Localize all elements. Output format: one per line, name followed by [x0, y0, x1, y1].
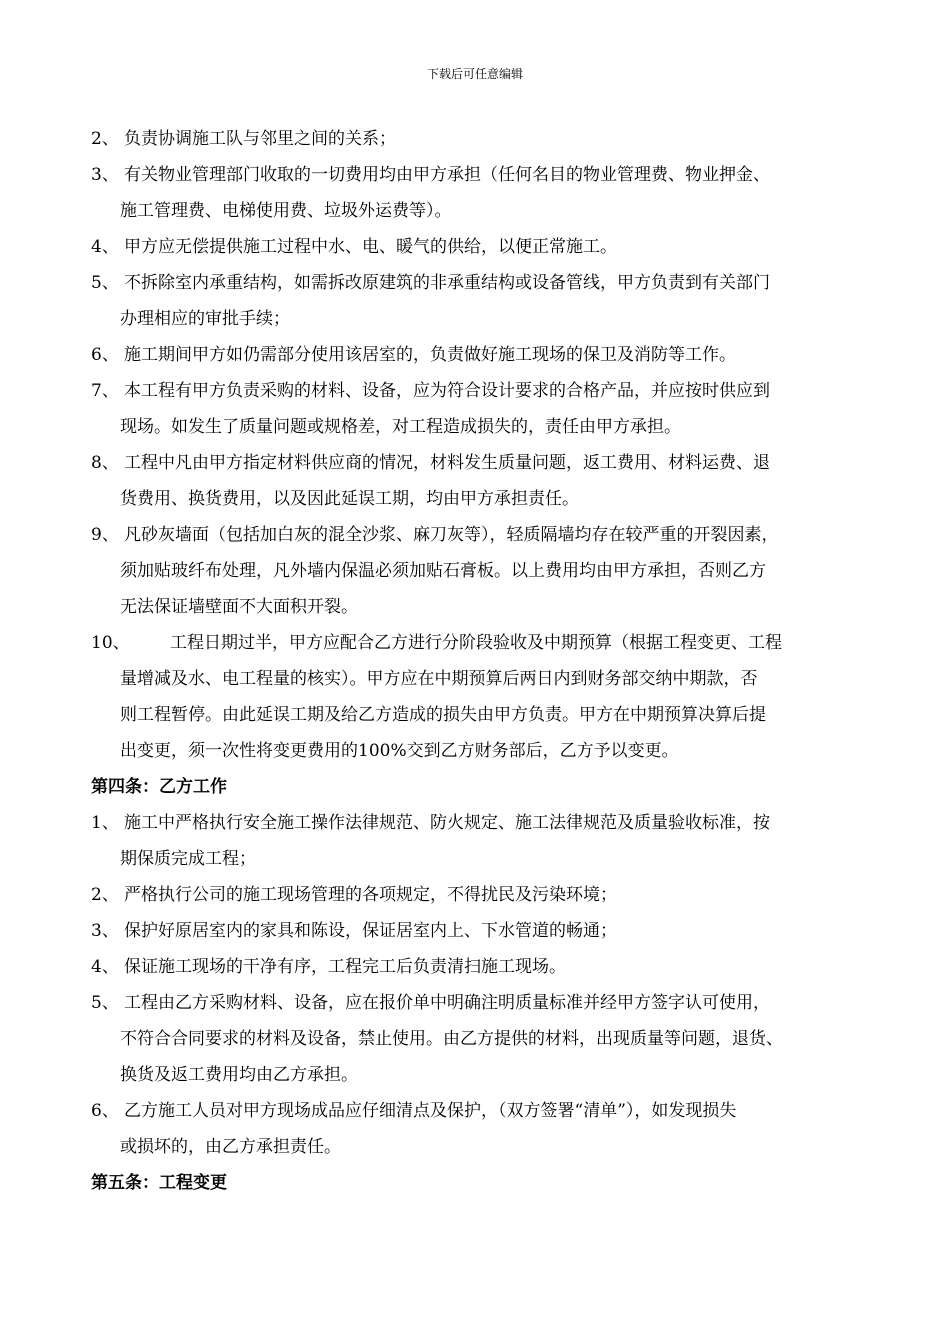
- list-item-line: [91, 337, 881, 373]
- list-item-line: [91, 841, 881, 877]
- list-item-number: 8、: [91, 453, 119, 473]
- list-item-line: [91, 229, 881, 265]
- list-item-text: 保护好原居室内的家具和陈设，保证居室内上、下水管道的畅通；: [124, 921, 617, 941]
- list-item-number: 3、: [91, 165, 119, 185]
- list-item-line: [91, 265, 881, 301]
- list-item-line: [91, 985, 881, 1021]
- list-item-text: 须加贴玻纤布处理，凡外墙内保温必须加贴石膏板。以上费用均由甲方承担，否则乙方: [120, 561, 766, 581]
- list-item-line: [91, 589, 881, 625]
- list-item-text: 不符合合同要求的材料及设备，禁止使用。由乙方提供的材料，出现质量等问题，退货、: [120, 1029, 783, 1049]
- list-item-number: 1、: [91, 813, 119, 833]
- list-item-number: 9、: [91, 525, 119, 545]
- list-item-text: 工程日期过半，甲方应配合乙方进行分阶段验收及中期预算（根据工程变更、工程: [170, 633, 782, 653]
- list-item-line: [91, 193, 881, 229]
- list-item-text: 量增减及水、电工程量的核实）。甲方应在中期预算后两日内到财务部交纳中期款，否: [120, 669, 758, 689]
- list-item-text: 办理相应的审批手续；: [120, 309, 290, 329]
- document-body: [91, 121, 881, 1201]
- list-item-number: 3、: [91, 921, 119, 941]
- list-item-text: 则工程暂停。由此延误工期及给乙方造成的损失由甲方负责。甲方在中期预算决算后提: [120, 705, 766, 725]
- list-item-text: 出变更，须一次性将变更费用的100%交到乙方财务部后，乙方予以变更。: [120, 741, 679, 761]
- list-item-number: 10、: [91, 633, 130, 653]
- list-item-text: 保证施工现场的干净有序，工程完工后负责清扫施工现场。: [124, 957, 566, 977]
- list-item-text: 本工程有甲方负责采购的材料、设备，应为符合设计要求的合格产品，并应按时供应到: [124, 381, 770, 401]
- section-heading-5: 第五条：工程变更: [91, 1173, 227, 1193]
- list-item-text: 严格执行公司的施工现场管理的各项规定，不得扰民及污染环境；: [124, 885, 617, 905]
- list-item-text: 工程由乙方采购材料、设备，应在报价单中明确注明质量标准并经甲方签字认可使用，: [124, 993, 770, 1013]
- list-item-number: 4、: [91, 957, 119, 977]
- list-item-line: [91, 625, 881, 661]
- list-item-text: 或损坏的，由乙方承担责任。: [120, 1137, 341, 1157]
- list-item-number: 7、: [91, 381, 119, 401]
- list-item-line: [91, 1129, 881, 1165]
- list-item-line: [91, 1057, 881, 1093]
- list-item-line: [91, 301, 881, 337]
- list-item-line: [91, 517, 881, 553]
- list-item-line: [91, 949, 881, 985]
- list-item-text: 无法保证墙壁面不大面积开裂。: [120, 597, 358, 617]
- list-item-text: 负责协调施工队与邻里之间的关系；: [124, 129, 396, 149]
- list-item-text: 现场。如发生了质量问题或规格差，对工程造成损失的，责任由甲方承担。: [120, 417, 681, 437]
- list-item-number: 6、: [91, 345, 119, 365]
- list-item-line: [91, 121, 881, 157]
- list-item-text: 有关物业管理部门收取的一切费用均由甲方承担（任何名目的物业管理费、物业押金、: [124, 165, 770, 185]
- list-item-text: 不拆除室内承重结构，如需拆改原建筑的非承重结构或设备管线，甲方负责到有关部门: [124, 273, 770, 293]
- list-item-line: [91, 157, 881, 193]
- list-item-line: [91, 445, 881, 481]
- list-item-line: [91, 481, 881, 517]
- list-item-number: 4、: [91, 237, 119, 257]
- section-heading-5-line: [91, 1165, 881, 1201]
- list-item-text: 甲方应无偿提供施工过程中水、电、暖气的供给，以便正常施工。: [124, 237, 617, 257]
- section-heading-4-line: [91, 769, 881, 805]
- page-header-note: 下载后可任意编辑: [426, 67, 523, 81]
- list-item-number: 6、: [91, 1101, 119, 1121]
- list-item-text: 施工管理费、电梯使用费、垃圾外运费等）。: [120, 201, 452, 221]
- list-item-text: 乙方施工人员对甲方现场成品应仔细清点及保护，（双方签署“清单”），如发现损失: [124, 1101, 737, 1121]
- list-item-line: [91, 697, 881, 733]
- list-item-line: [91, 1093, 881, 1129]
- list-item-line: [91, 553, 881, 589]
- list-item-line: [91, 1021, 881, 1057]
- list-item-line: [91, 409, 881, 445]
- list-item-text: 施工期间甲方如仍需部分使用该居室的，负责做好施工现场的保卫及消防等工作。: [124, 345, 736, 365]
- list-item-text: 施工中严格执行安全施工操作法律规范、防火规定、施工法律规范及质量验收标准，按: [124, 813, 770, 833]
- list-item-number: 2、: [91, 129, 119, 149]
- list-item-number: 5、: [91, 993, 119, 1013]
- list-item-line: [91, 805, 881, 841]
- list-item-line: [91, 373, 881, 409]
- list-item-number: 2、: [91, 885, 119, 905]
- list-item-number: 5、: [91, 273, 119, 293]
- list-item-text: 凡砂灰墙面（包括加白灰的混全沙浆、麻刀灰等），轻质隔墙均存在较严重的开裂因素，: [124, 525, 779, 545]
- list-item-text: 期保质完成工程；: [120, 849, 256, 869]
- list-item-line: [91, 877, 881, 913]
- list-item-text: 货费用、换货费用，以及因此延误工期，均由甲方承担责任。: [120, 489, 579, 509]
- list-item-text: 工程中凡由甲方指定材料供应商的情况，材料发生质量问题，返工费用、材料运费、退: [124, 453, 770, 473]
- list-item-line: [91, 661, 881, 697]
- list-item-line: [91, 913, 881, 949]
- list-item-line: [91, 733, 881, 769]
- section-heading-4: 第四条：乙方工作: [91, 777, 227, 797]
- list-item-text: 换货及返工费用均由乙方承担。: [120, 1065, 358, 1085]
